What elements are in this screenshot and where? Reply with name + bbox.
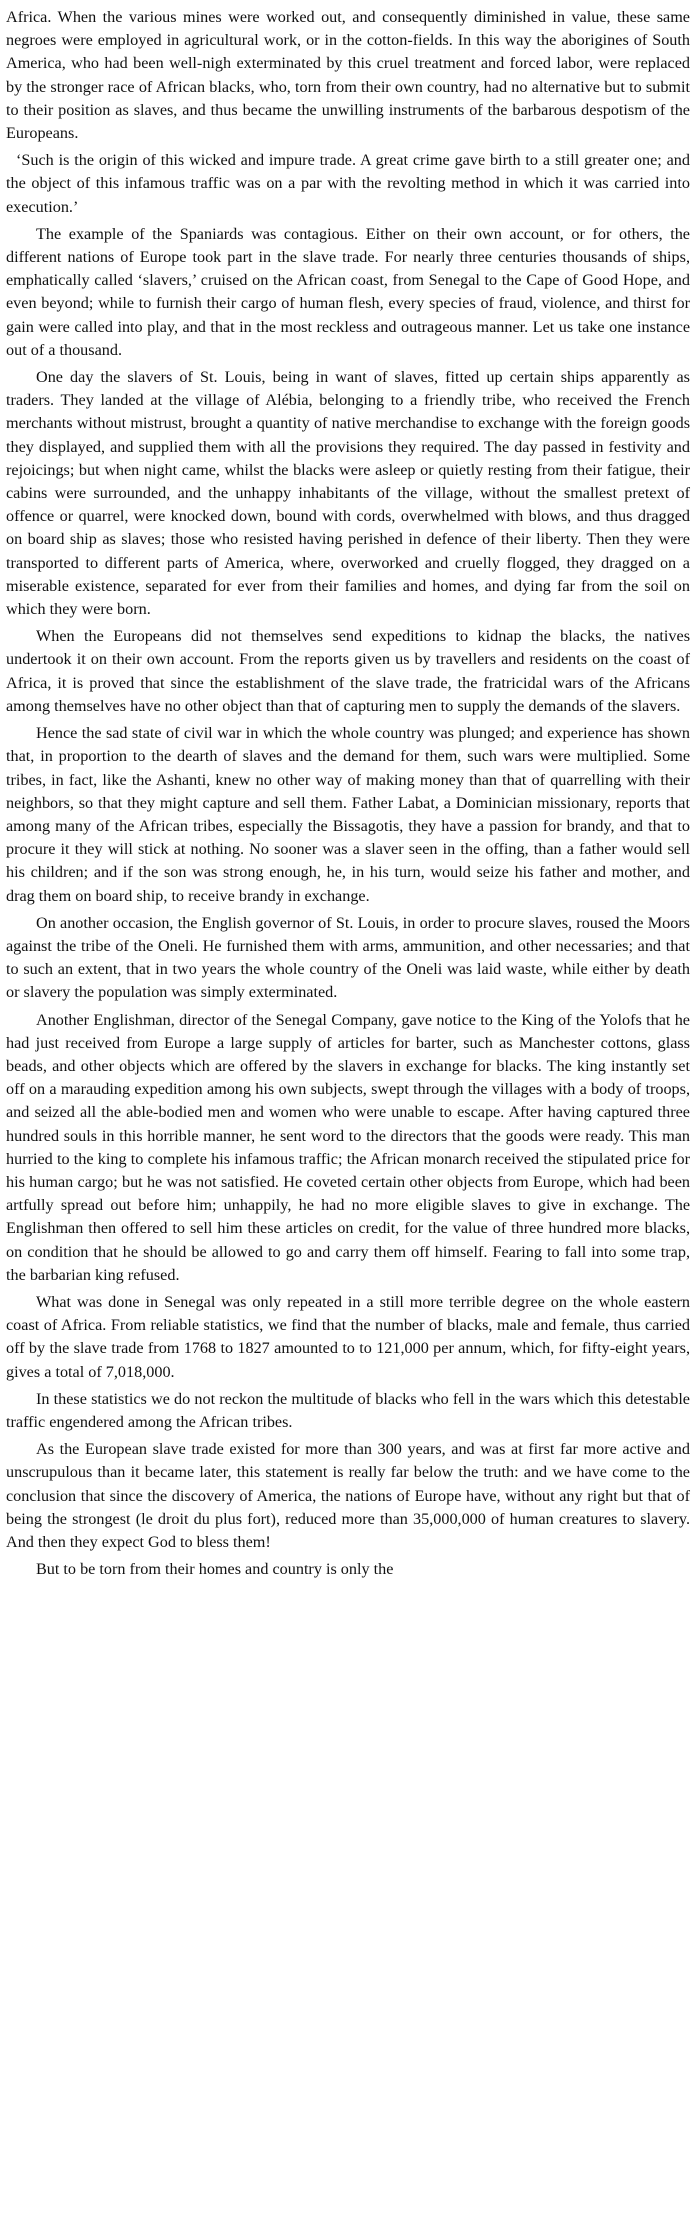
paragraph: The example of the Spaniards was contagious. Either on their own account, or for others, the different nations of Europe took part in the slave trade. For nearly three centuries thousands of ships, emphatically called ‘slavers,’ cruised on the African coast, from Senegal to the Cape of Good Hope, and even beyond; while to furnish their cargo of human flesh, every species of fraud, violence, and thirst for gain were called into play, and that in the most reckless and outrageous manner. Let us take one instance out of a thousand. (6, 224, 690, 359)
paragraph: Another Englishman, director of the Senegal Company, gave notice to the King of the Yolofs that he had just received from Europe a large supply of articles for barter, such as Manchester cottons, glass beads, and other objects which are offered by the slavers in exchange for blacks. The king instantly set off on a marauding expedition among his own subjects, swept through the villages with a body of troops, and seized all the able-bodied men and women who were unable to escape. After having captured three hundred souls in this horrible manner, he sent word to the directors that the goods were ready. This man hurried to the king to complete his infamous traffic; the African monarch received the stipulated price for his human cargo; but he was not satisfied. He coveted certain other objects from Europe, which had been artfully spread out before him; unhappily, he had no more eligible slaves to give in exchange. The Englishman then offered to sell him these articles on credit, for the value of three hundred more blacks, on condition that he should be allowed to go and carry them off himself. Fearing to fall into some trap, the barbarian king refused. (6, 1010, 690, 1284)
paragraph: On another occasion, the English governor of St. Louis, in order to procure slaves, roused the Moors against the tribe of the Oneli. He furnished them with arms, ammunition, and other necessaries; and that to such an extent, that in two years the whole country of the Oneli was laid waste, while either by death or slavery the population was simply exterminated. (6, 913, 690, 1002)
quote-paragraph: ‘Such is the origin of this wicked and impure trade. A great crime gave birth to a still greater one; and the object of this infamous traffic was on a par with the revolting method in which it was carried into execution.’ (6, 151, 690, 216)
paragraph: What was done in Senegal was only repeated in a still more terrible degree on the whole eastern coast of Africa. From reliable statistics, we find that the number of blacks, male and female, thus carried off by the slave trade from 1768 to 1827 amounted to to 121,000 per annum, which, for fifty-eight years, gives a total of 7,018,000. (6, 1292, 690, 1381)
paragraph: One day the slavers of St. Louis, being in want of slaves, fitted up certain ships apparently as traders. They landed at the village of Alébia, belonging to a friendly tribe, who received the French merchants without mistrust, brought a quantity of native merchandise to exchange with the foreign goods they displayed, and supplied them with all the provisions they required. The day passed in festivity and rejoicings; but when night came, whilst the blacks were asleep or quietly resting from their fatigue, their cabins were surrounded, and the unhappy inhabitants of the village, without the smallest pretext of offence or quarrel, were knocked down, bound with cords, overwhelmed with blows, and thus dragged on board ship as slaves; those who resisted having perished in defence of their liberty. Then they were transported to different parts of America, where, overworked and cruelly flogged, they dragged on a miserable existence, separated for ever from their families and homes, and dying far from the soil on which they were born. (6, 368, 690, 619)
paragraph: Africa. When the various mines were worked out, and consequently diminished in value, these same negroes were employed in agricultural work, or in the cotton-fields. In this way the aborigines of South America, who had been well-nigh exterminated by this cruel treatment and forced labor, were replaced by the stronger race of African blacks, who, torn from their own country, had no alternative but to submit to their position as slaves, and thus became the unwilling instruments of the barbarous despotism of the Europeans. (6, 8, 690, 143)
paragraph: When the Europeans did not themselves send expeditions to kidnap the blacks, the natives undertook it on their own account. From the reports given us by travellers and residents on the coast of Africa, it is proved that since the establishment of the slave trade, the fratricidal wars of the Africans among themselves have no other object than that of capturing men to supply the demands of the slavers. (6, 627, 690, 715)
paragraph: As the European slave trade existed for more than 300 years, and was at first far more active and unscrupulous than it became later, this statement is really far below the truth: and we have come to the conclusion that since the discovery of America, the nations of Europe have, without any right but that of being the strongest (le droit du plus fort), reduced more than 35,000,000 of human creatures to slavery. And then they expect God to bless them! (6, 1440, 690, 1551)
paragraph: But to be torn from their homes and country is only the (36, 1560, 394, 1579)
paragraph: Hence the sad state of civil war in which the whole country was plunged; and experience has shown that, in proportion to the dearth of slaves and the demand for them, such wars were multiplied. Some tribes, in fact, like the Ashanti, knew no other way of making money than that of quarrelling with their neighbors, so that they might capture and sell them. Father Labat, a Dominician missionary, reports that among many of the African tribes, especially the Bissagotis, they have a passion for brandy, and that to procure it they will stick at nothing. No sooner was a slaver seen in the offing, than a father would sell his children; and if the son was strong enough, he, in his turn, would seize his father and mother, and drag them on board ship, to receive brandy in exchange. (6, 724, 690, 905)
paragraph: In these statistics we do not reckon the multitude of blacks who fell in the wars which this detestable traffic engendered among the African tribes. (6, 1389, 690, 1431)
